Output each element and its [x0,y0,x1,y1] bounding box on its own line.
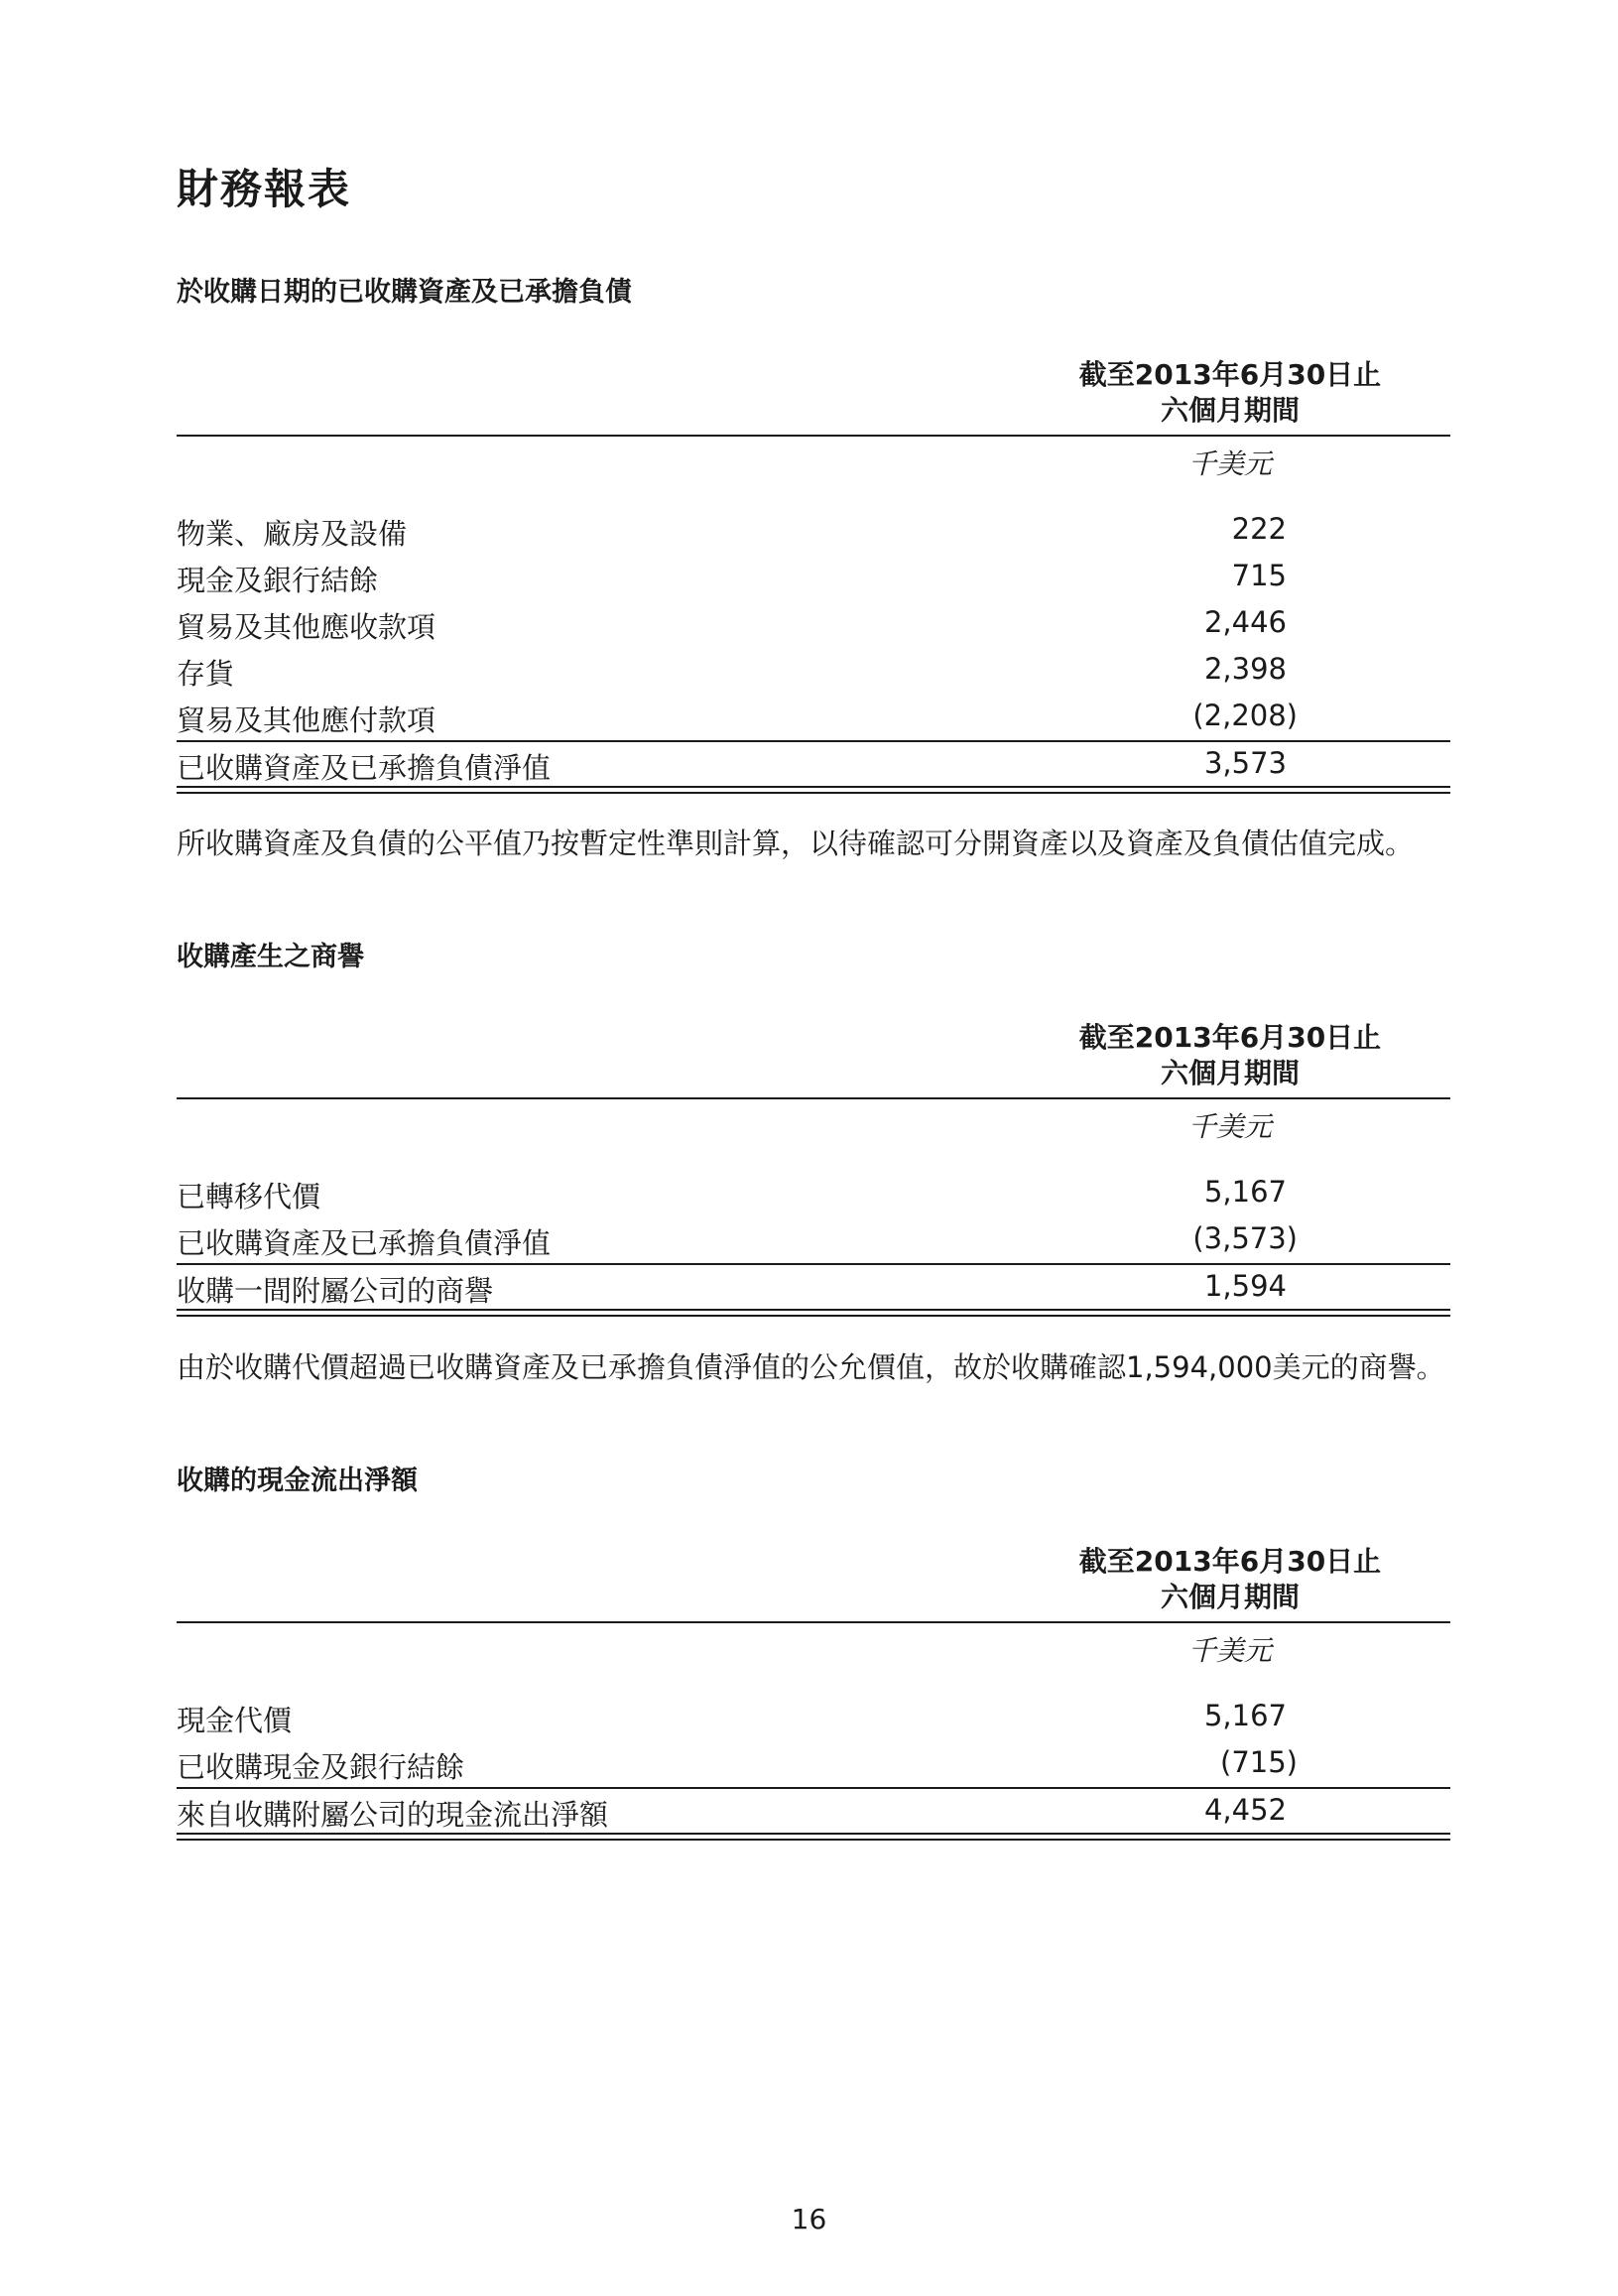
row-label: 貿易及其他應收款項 [177,610,436,644]
total-double-rule [177,786,1450,794]
row-value: 715 [1231,559,1287,592]
section-title-goodwill: 收購產生之商譽 [177,942,364,972]
table-top-rule [177,1621,1450,1623]
section-title-net-cash-outflow: 收購的現金流出淨額 [177,1466,418,1496]
total-value: 4,452 [1203,1793,1287,1827]
period-header [1022,357,1438,429]
page-title: 財務報表 [177,165,352,213]
table-row [177,1217,1450,1264]
total-label: 來自收購附屬公司的現金流出淨額 [177,1798,609,1832]
total-double-rule [177,1309,1450,1317]
period-header-line2: 六個月期間 [1160,394,1300,427]
total-label: 已收購資產及已承擔負債淨值 [177,751,552,785]
row-value: (3,573) [1192,1221,1298,1255]
total-value: 1,594 [1203,1269,1287,1303]
total-double-rule [177,1833,1450,1841]
table-row [177,695,1450,741]
row-value: 5,167 [1203,1175,1287,1209]
row-label: 已收購現金及銀行結餘 [177,1750,465,1784]
period-header-line1: 截至2013年6月30日止 [1078,1545,1382,1578]
row-value: 2,446 [1203,605,1287,639]
table-row [177,1695,1450,1741]
total-label: 收購一間附屬公司的商譽 [177,1274,494,1308]
table-top-rule [177,1097,1450,1099]
row-label: 貿易及其他應付款項 [177,703,436,737]
period-header [1022,1544,1438,1615]
unit-label: 千美元 [1187,1110,1272,1143]
unit-label: 千美元 [1187,447,1272,480]
row-value: 222 [1231,512,1287,546]
row-value: 5,167 [1203,1699,1287,1732]
period-header-line1: 截至2013年6月30日止 [1078,358,1382,391]
note-paragraph: 由於收購代價超過已收購資產及已承擔負債淨值的公允價值，故於收購確認1,594,000美元的商譽。 [177,1350,1445,1384]
total-row [177,1789,1450,1836]
table-row [177,601,1450,648]
unit-label: 千美元 [1187,1634,1272,1667]
row-label: 現金及銀行結餘 [177,564,379,597]
period-header [1022,1020,1438,1091]
row-label: 現金代價 [177,1704,293,1737]
page-number: 16 [791,2203,827,2235]
period-header-line2: 六個月期間 [1160,1057,1300,1089]
table-row [177,1741,1450,1788]
row-label: 存貨 [177,657,235,691]
total-row [177,1265,1450,1312]
total-value: 3,573 [1203,746,1287,780]
table-row [177,508,1450,555]
section-title-acquired-assets: 於收購日期的已收購資產及已承擔負債 [177,277,632,308]
row-label: 已收購資產及已承擔負債淨值 [177,1226,552,1260]
row-label: 已轉移代價 [177,1180,321,1213]
period-header-line2: 六個月期間 [1160,1581,1300,1613]
table-row [177,648,1450,695]
table-row [177,1171,1450,1217]
row-value: (715) [1220,1745,1298,1779]
row-value: (2,208) [1192,699,1298,732]
row-value: 2,398 [1203,652,1287,686]
table-row [177,555,1450,601]
table-top-rule [177,435,1450,437]
row-label: 物業、廠房及設備 [177,517,408,551]
note-paragraph: 所收購資產及負債的公平值乃按暫定性準則計算，以待確認可分開資產以及資產及負債估值完成。 [177,827,1415,860]
period-header-line1: 截至2013年6月30日止 [1078,1021,1382,1054]
total-row [177,742,1450,789]
